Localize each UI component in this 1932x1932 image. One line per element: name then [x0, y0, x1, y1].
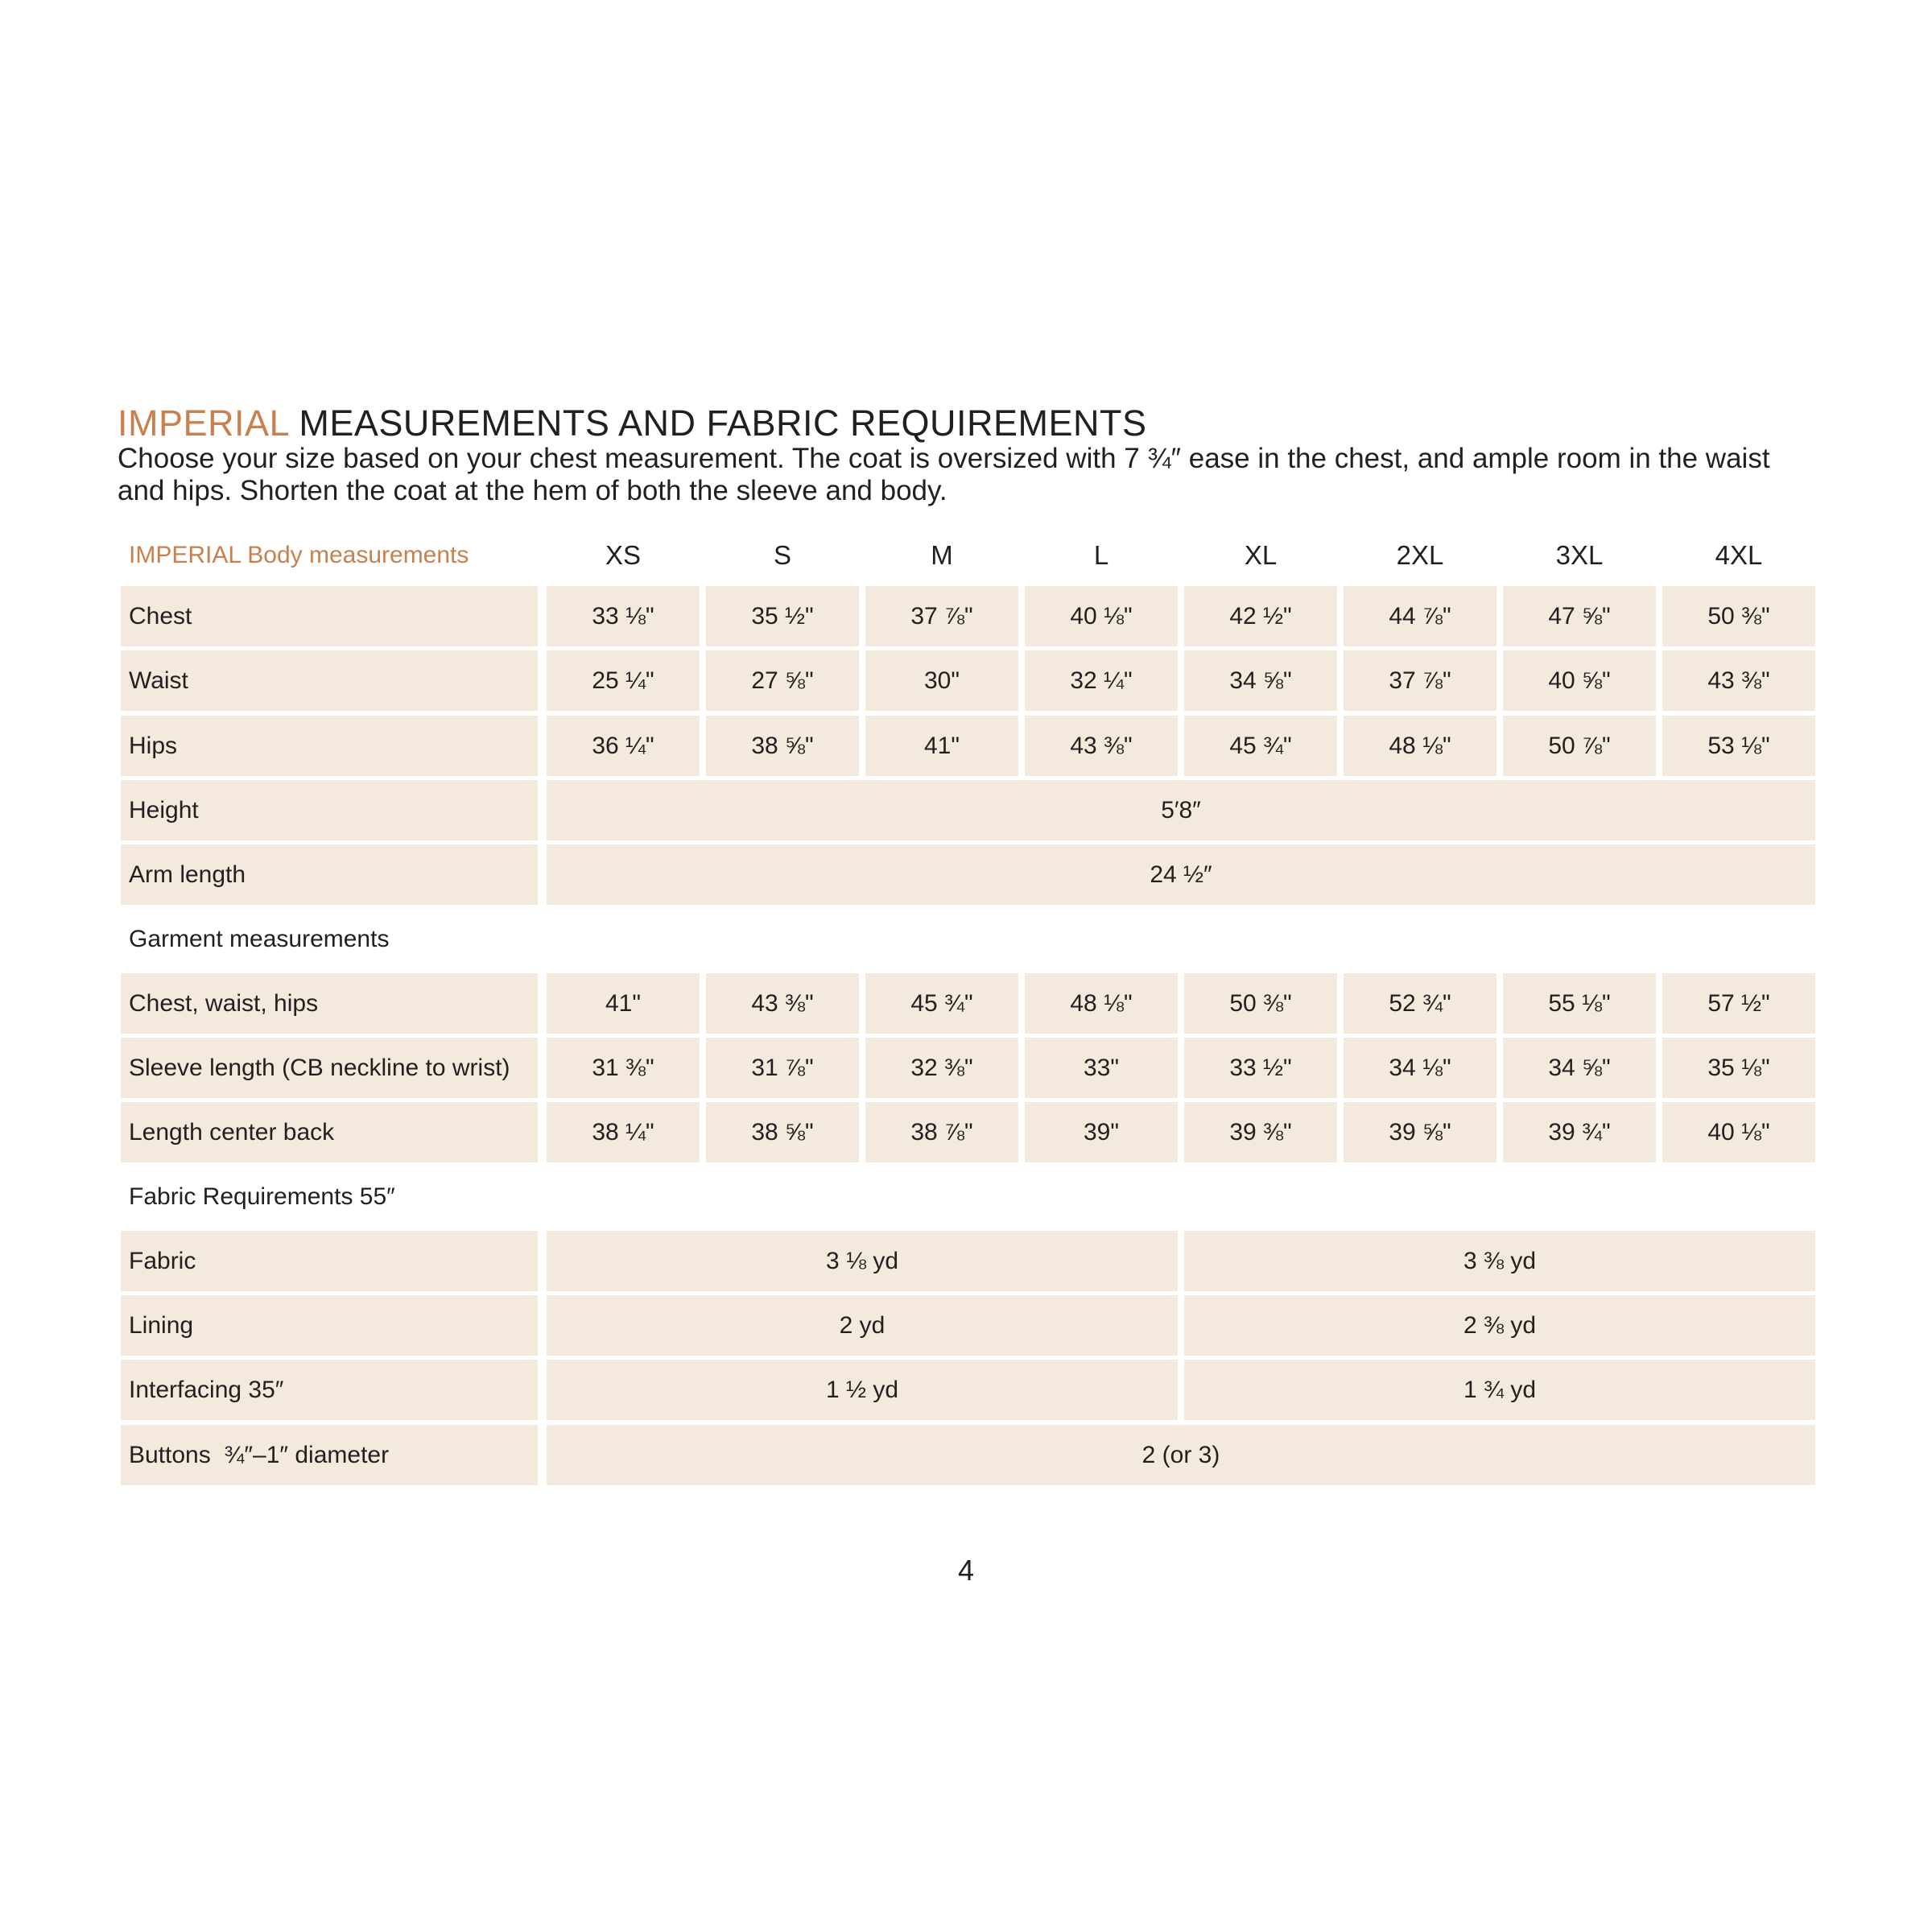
row-label: Sleeve length (CB neckline to wrist)	[121, 1038, 538, 1098]
section-heading-row	[121, 1166, 1811, 1227]
size-header: L	[1093, 539, 1109, 570]
row-label: Chest, waist, hips	[121, 973, 538, 1034]
value-cell: 32 ⅜"	[865, 1038, 1018, 1098]
body-measurements-title: IMPERIAL Body measurements	[129, 541, 469, 568]
value-cell: 34 ⅝"	[1503, 1038, 1656, 1098]
size-header: 2XL	[1396, 539, 1444, 570]
value-cell: 40 ⅝"	[1503, 650, 1656, 711]
value-cell: 3 ⅜ yd	[1184, 1231, 1815, 1291]
row-label: Fabric	[121, 1231, 538, 1291]
row-label: Arm length	[121, 844, 538, 905]
spanned-value-cell: 24 ½″	[547, 844, 1815, 905]
value-cell: 42 ½"	[1184, 586, 1337, 646]
value-cell: 36 ¼"	[547, 716, 700, 776]
value-cell: 33"	[1025, 1038, 1178, 1098]
value-cell: 2 ⅜ yd	[1184, 1295, 1815, 1356]
table-row	[121, 1231, 1811, 1291]
page-number: 4	[957, 1554, 975, 1587]
table-row	[121, 1102, 1811, 1162]
value-cell: 41"	[865, 716, 1018, 776]
table-row	[121, 1295, 1811, 1356]
value-cell: 55 ⅛"	[1503, 973, 1656, 1034]
row-label: Lining	[121, 1295, 538, 1356]
row-label: Interfacing 35″	[121, 1360, 538, 1420]
value-cell: 3 ⅛ yd	[547, 1231, 1178, 1291]
value-cell: 39 ¾"	[1503, 1102, 1656, 1162]
size-header-row	[121, 525, 1811, 585]
value-cell: 35 ½"	[706, 586, 859, 646]
intro-text: Choose your size based on your chest measurement. The coat is oversized with 7 ¾″ ease in the chest, and ample room in the waist and hips. Shorten the coat at the hem of both the sleeve and body.	[118, 443, 1770, 506]
value-cell: 31 ⅜"	[547, 1038, 700, 1098]
value-cell: 27 ⅝"	[706, 650, 859, 711]
value-cell: 47 ⅝"	[1503, 586, 1656, 646]
value-cell: 33 ⅛"	[547, 586, 700, 646]
value-cell: 38 ⅝"	[706, 1102, 859, 1162]
row-label: Buttons ¾″–1″ diameter	[121, 1425, 538, 1485]
fabric-requirements-title: Fabric Requirements 55″	[129, 1183, 395, 1210]
value-cell: 50 ⅞"	[1503, 716, 1656, 776]
value-cell: 25 ¼"	[547, 650, 700, 711]
value-cell: 34 ⅛"	[1344, 1038, 1496, 1098]
size-header: S	[773, 539, 791, 570]
value-cell: 44 ⅞"	[1344, 586, 1496, 646]
value-cell: 31 ⅞"	[706, 1038, 859, 1098]
value-cell: 38 ⅝"	[706, 716, 859, 776]
value-cell: 52 ¾"	[1344, 973, 1496, 1034]
table-row	[121, 1425, 1811, 1485]
garment-measurements-title: Garment measurements	[129, 925, 390, 952]
title-rest: MEASUREMENTS AND FABRIC REQUIREMENTS	[288, 402, 1147, 444]
size-header: XL	[1244, 539, 1278, 570]
value-cell: 53 ⅛"	[1662, 716, 1815, 776]
table-row	[121, 973, 1811, 1034]
value-cell: 1 ½ yd	[547, 1360, 1178, 1420]
value-cell: 48 ⅛"	[1344, 716, 1496, 776]
table-row	[121, 844, 1811, 905]
size-header: XS	[605, 539, 642, 570]
table-row	[121, 586, 1811, 646]
value-cell: 40 ⅛"	[1025, 586, 1178, 646]
size-header: 3XL	[1555, 539, 1604, 570]
row-label: Length center back	[121, 1102, 538, 1162]
size-header: 4XL	[1715, 539, 1763, 570]
title-accent: IMPERIAL	[118, 402, 289, 444]
value-cell: 34 ⅝"	[1184, 650, 1337, 711]
value-cell: 50 ⅜"	[1184, 973, 1337, 1034]
page-title	[118, 402, 1147, 444]
value-cell: 41"	[547, 973, 700, 1034]
table-row	[121, 716, 1811, 776]
value-cell: 37 ⅞"	[1344, 650, 1496, 711]
value-cell: 40 ⅛"	[1662, 1102, 1815, 1162]
section-heading-row	[121, 909, 1811, 969]
table-row	[121, 1360, 1811, 1420]
value-cell: 39"	[1025, 1102, 1178, 1162]
value-cell: 57 ½"	[1662, 973, 1815, 1034]
spanned-value-cell: 5′8″	[547, 780, 1815, 840]
value-cell: 38 ⅞"	[865, 1102, 1018, 1162]
table-row	[121, 1038, 1811, 1098]
row-label: Waist	[121, 650, 538, 711]
value-cell: 1 ¾ yd	[1184, 1360, 1815, 1420]
size-header: M	[931, 539, 953, 570]
value-cell: 43 ⅜"	[1025, 716, 1178, 776]
value-cell: 45 ¾"	[1184, 716, 1337, 776]
value-cell: 35 ⅛"	[1662, 1038, 1815, 1098]
spanned-value-cell: 2 (or 3)	[547, 1425, 1815, 1485]
table-row	[121, 780, 1811, 840]
value-cell: 38 ¼"	[547, 1102, 700, 1162]
value-cell: 48 ⅛"	[1025, 973, 1178, 1034]
value-cell: 33 ½"	[1184, 1038, 1337, 1098]
row-label: Chest	[121, 586, 538, 646]
value-cell: 50 ⅜"	[1662, 586, 1815, 646]
value-cell: 39 ⅜"	[1184, 1102, 1337, 1162]
row-label: Hips	[121, 716, 538, 776]
value-cell: 39 ⅝"	[1344, 1102, 1496, 1162]
row-label: Height	[121, 780, 538, 840]
value-cell: 2 yd	[547, 1295, 1178, 1356]
value-cell: 37 ⅞"	[865, 586, 1018, 646]
table-row	[121, 650, 1811, 711]
value-cell: 45 ¾"	[865, 973, 1018, 1034]
value-cell: 32 ¼"	[1025, 650, 1178, 711]
value-cell: 43 ⅜"	[1662, 650, 1815, 711]
value-cell: 43 ⅜"	[706, 973, 859, 1034]
value-cell: 30"	[865, 650, 1018, 711]
